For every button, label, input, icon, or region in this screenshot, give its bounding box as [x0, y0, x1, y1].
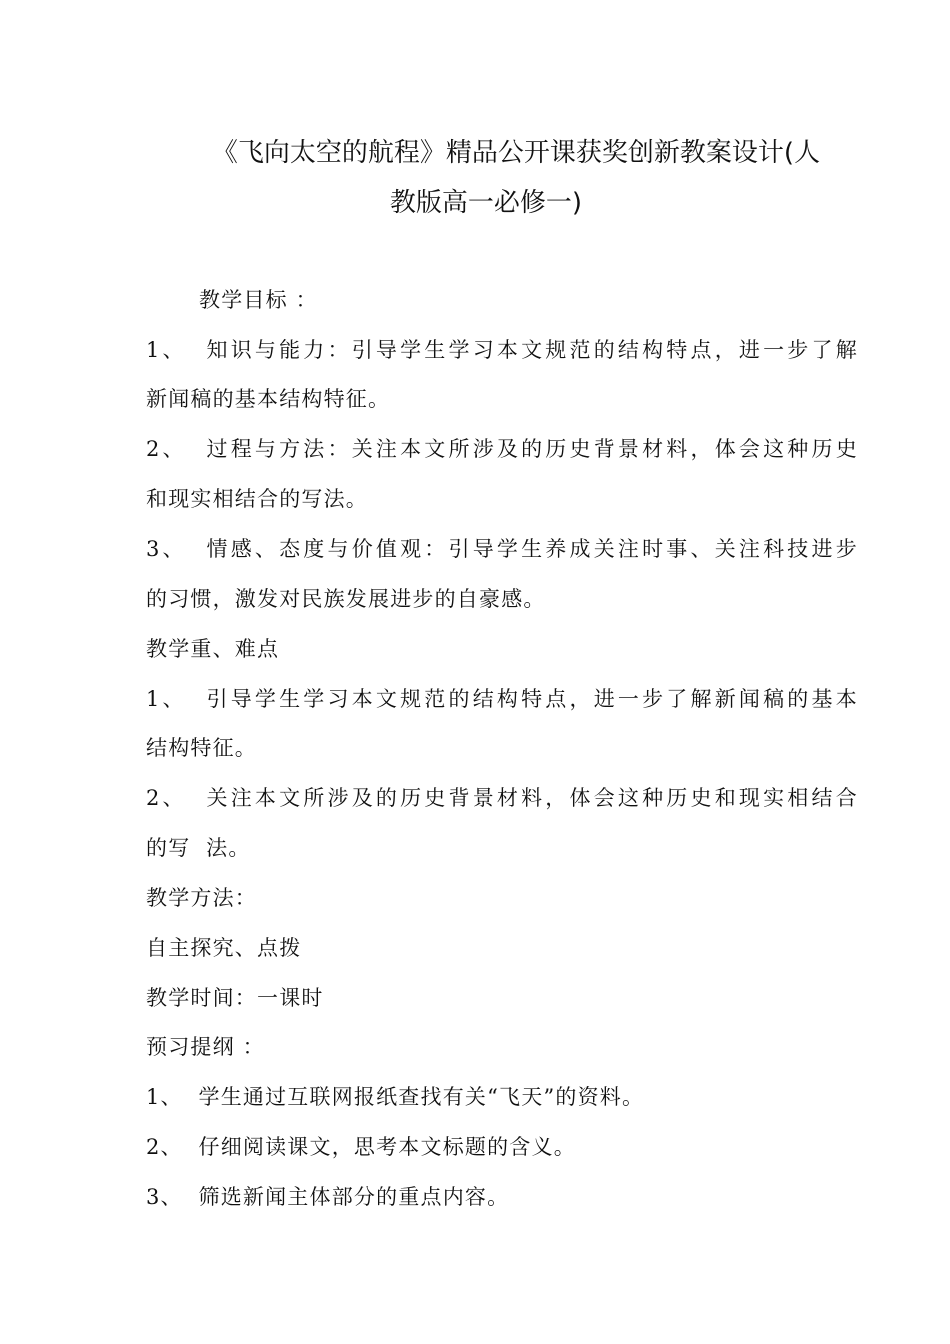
document-title-line-2 — [146, 178, 806, 228]
preview-item-3: 3、 筛选新闻主体部分的重点内容。 — [146, 1185, 510, 1209]
key-points-heading: 教学重、难点 — [146, 637, 280, 661]
methods-text: 自主探究、点拨 — [146, 936, 302, 960]
title-line-2: 教版高一必修一) — [389, 188, 583, 218]
title-line-1: 《飞向太空的航程》精品公开课获奖创新教案设计(人 — [211, 138, 821, 168]
objective-3-cont: 的习惯，激发对民族发展进步的自豪感。 — [146, 587, 546, 611]
objectives-heading: 教学目标 ： — [199, 288, 318, 312]
key-point-1-cont: 结构特征。 — [146, 736, 257, 760]
key-point-1: 1、 引导学生学习本文规范的结构特点，进一步了解新闻稿的基本 — [146, 687, 860, 711]
objective-1: 1、 知识与能力：引导学生学习本文规范的结构特点，进一步了解 — [146, 338, 860, 362]
key-point-2-cont: 的写 法。 — [146, 836, 251, 860]
key-point-2: 2、 关注本文所涉及的历史背景材料，体会这种历史和现实相结合 — [146, 786, 860, 810]
preview-item-1: 1、 学生通过互联网报纸查找有关“飞天”的资料。 — [146, 1085, 645, 1109]
objective-2: 2、 过程与方法：关注本文所涉及的历史背景材料，体会这种历史 — [146, 437, 860, 461]
preview-item-2: 2、 仔细阅读课文，思考本文标题的含义。 — [146, 1135, 576, 1159]
objective-2-cont: 和现实相结合的写法。 — [146, 487, 368, 511]
preview-heading: 预习提纲 ： — [146, 1035, 265, 1059]
time-text: 教学时间：一课时 — [146, 986, 324, 1010]
objective-3: 3、 情感、态度与价值观：引导学生养成关注时事、关注科技进步 — [146, 537, 860, 561]
objective-1-cont: 新闻稿的基本结构特征。 — [146, 387, 391, 411]
methods-heading: 教学方法： — [146, 886, 257, 910]
